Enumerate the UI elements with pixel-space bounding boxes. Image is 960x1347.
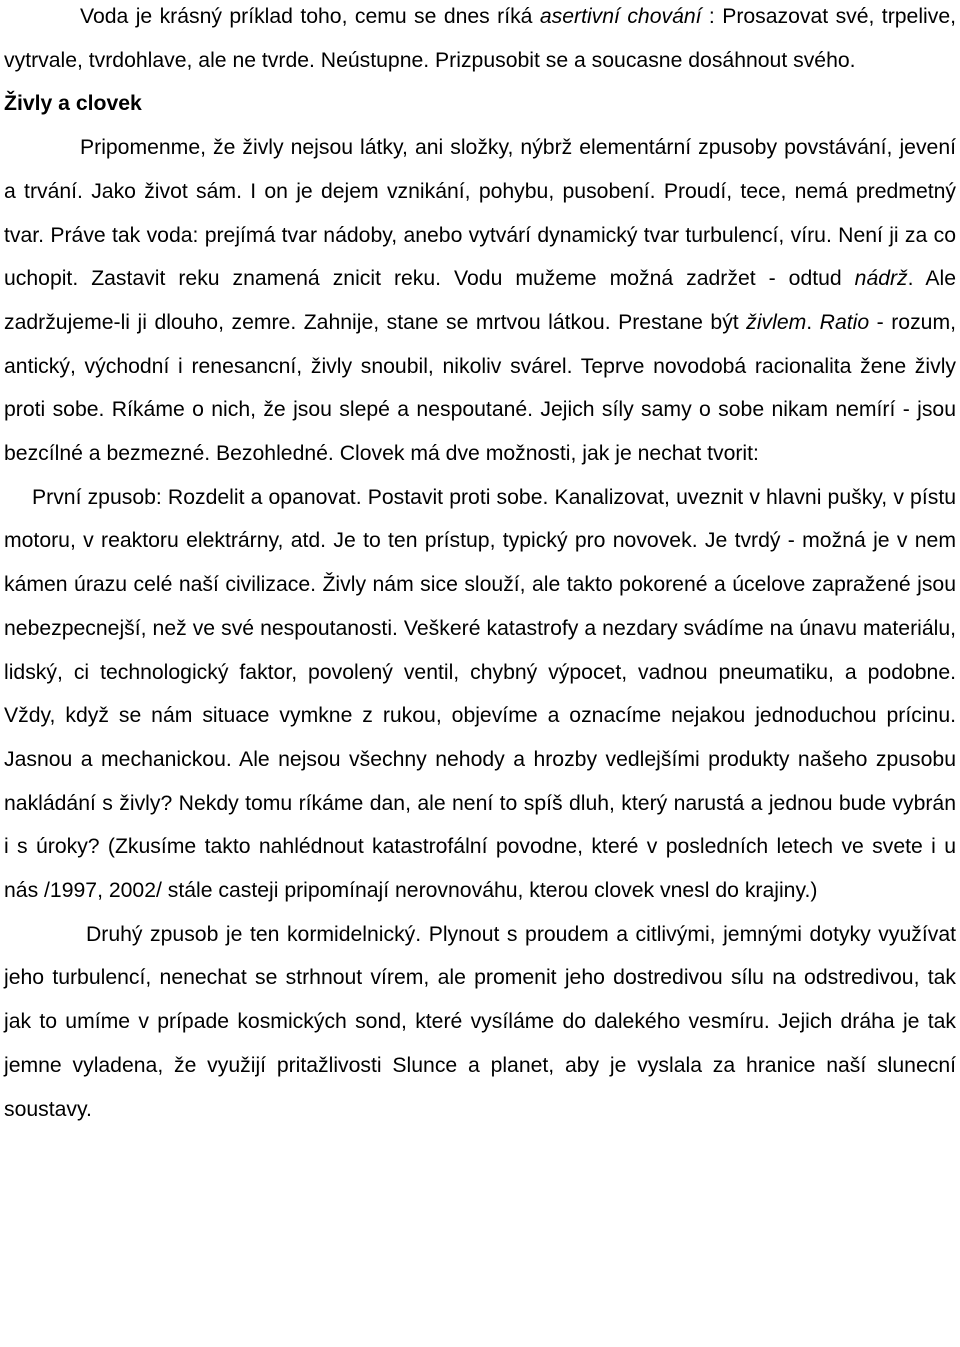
para1-text-a: Pripomenme, že živly nejsou látky, ani složky, nýbrž elementární zpusoby povstávání, jevení a trvání. Jako život sám. I on je dejem vznikání, pohybu, pusobení. Proudí, tece, nemá predmetný tvar. Práve tak voda: prejímá tvar nádoby, anebo vytvárí dynamický tvar turbulencí, víru. Není ji za co uchopit. Zastavit reku znamená znicit reku. Vodu mužeme možná zadržet - odtud	[4, 136, 956, 291]
para1-text-d: - rozum, antický, východní i renesancní, živly snoubil, nikoliv svárel. Teprve novodobá racionalita žene živly proti sobe. Ríkáme o nich, že jsou slepé a nespoutané. Jejich síly samy o sobe nikam nemírí - jsou bezcílné a bezmezné. Bezohledné. Clovek má dve možnosti, jak je nechat tvorit:	[4, 310, 956, 466]
para1-term-zivlem: živlem	[746, 310, 807, 334]
intro-term: asertivní chování	[539, 5, 702, 28]
para1-term-ratio: Ratio	[819, 310, 870, 334]
intro-lead-text: Voda je krásný príklad toho, cemu se dnes ríká	[80, 5, 540, 28]
intro-rest-text: : Prosazovat své, trpelive, vytrvale, tvrdohlave, ale ne tvrde. Neústupne. Prizpusobit se a soucasne dosáhnout svého.	[4, 5, 956, 72]
para1-term-nadrz: nádrž	[854, 267, 908, 291]
paragraph-first-way: První zpusob: Rozdelit a opanovat. Postavit proti sobe. Kanalizovat, uveznit v hlavni pušky, v pístu motoru, v reaktoru elektrárny, atd. Je to ten prístup, typický pro novovek. Je tvrdý - možná je v nem kámen úrazu celé naší civilizace. Živly nám sice slouží, ale takto pokorené a úcelove zapražené jsou nebezpecnejší, než ve své nespoutanosti. Veškeré katastrofy a nezdary svádíme na únavu materiálu, lidský, ci technologický faktor, povolený ventil, chybný výpocet, vadnou pneumatiku, a podobne. Vždy, když se nám situace vymkne z rukou, objevíme a oznacíme nejakou jednoduchou prícinu. Jasnou a mechanickou. Ale nejsou všechny nehody a hrozby vedlejšími produkty našeho zpusobu nakládání s živly? Nekdy tomu ríkáme dan, ale není to spíš dluh, který narustá a jednou bude vybrán i s úroky? (Zkusíme takto nahlédnout katastrofální povodne, které v posledních letech ve svete i u nás /1997, 2002/ stále casteji pripomínají nerovnováhu, kterou clovek vnesl do krajiny.)	[4, 485, 956, 903]
para1-text-c: .	[806, 310, 820, 334]
para1-text-b: . Ale zadržujeme-li ji dlouho, zemre. Zahnije, stane se mrtvou látkou. Prestane být	[4, 267, 956, 334]
section-heading: Živly a clovek	[4, 92, 142, 116]
paragraph-second-way: Druhý zpusob je ten kormidelnický. Plynout s proudem a citlivými, jemnými dotyky využívat jeho turbulencí, nenechat se strhnout vírem, ale promenit jeho dostredivou sílu na odstredivou, tak jak to umíme v prípade kosmických sond, které vysíláme do dalekého vesmíru. Jejich dráha je tak jemne vyladena, že využijí pritažlivosti Slunce a planet, aby je vyslala za hranice naší slunecní soustavy.	[4, 922, 956, 1121]
intro-paragraph	[4, 0, 956, 82]
paragraph-elements	[4, 126, 956, 476]
